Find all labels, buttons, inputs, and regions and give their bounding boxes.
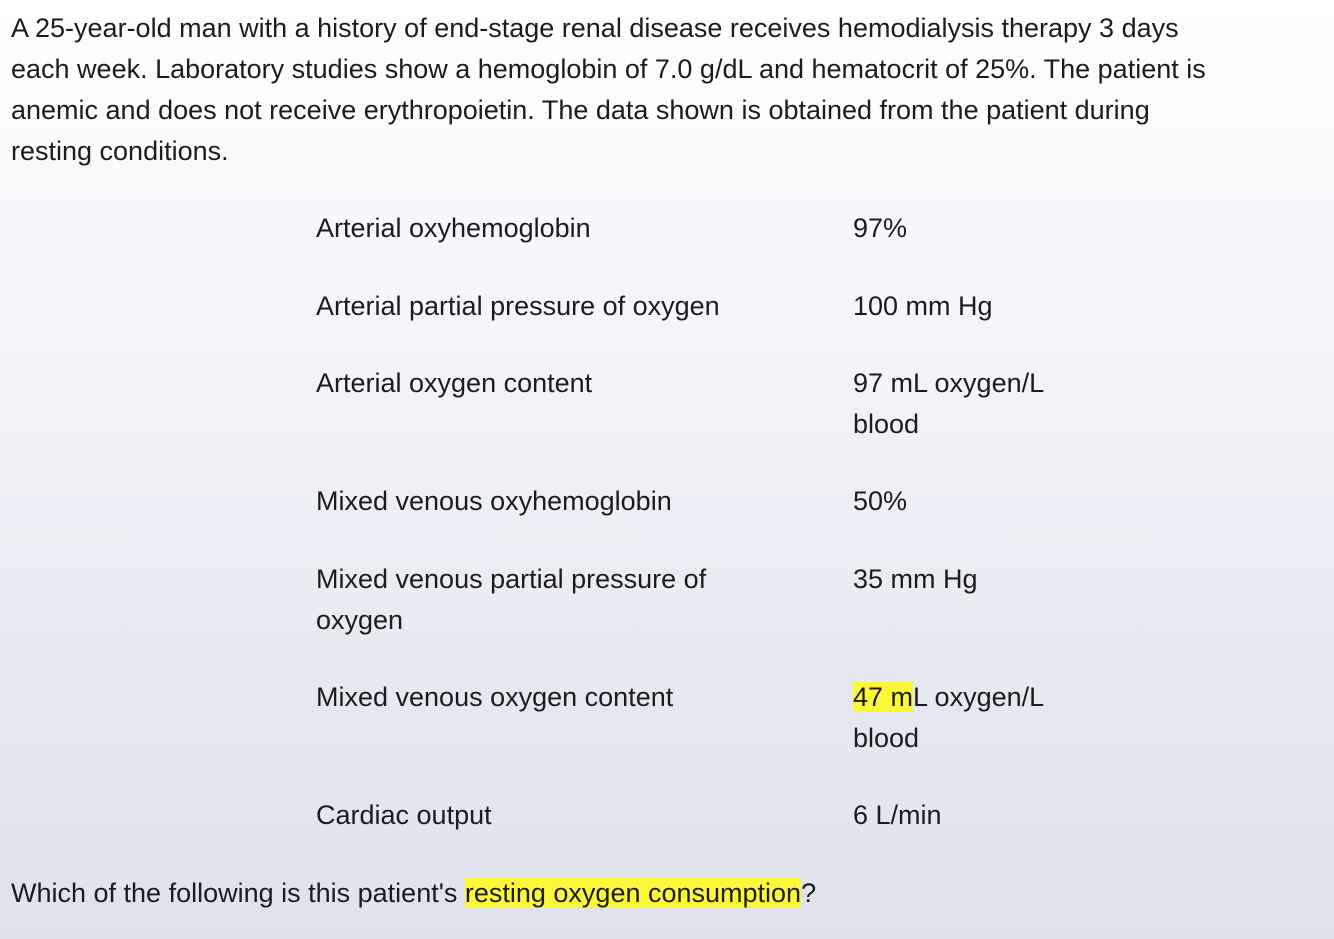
lab-name: Mixed venous partial pressure of oxygen [316,564,707,635]
question-mark: ? [801,878,817,908]
lab-value: 35 mm Hg [853,564,978,594]
lab-name: Arterial oxygen content [316,368,593,398]
lab-name: Cardiac output [316,800,492,830]
highlighted-text: 47 m [853,682,914,712]
lab-value: 100 mm Hg [853,291,993,321]
lab-value: 6 L/min [853,800,942,830]
question-text: Which of the following is this patient's [11,878,465,908]
lab-name: Mixed venous oxygen content [316,682,674,712]
lab-name: Arterial partial pressure of oxygen [316,291,720,321]
lab-value: 97% [853,213,908,243]
lab-value: 97 mL oxygen/L blood [853,368,1044,439]
question-prompt [11,873,816,914]
lab-value [853,677,1068,759]
question-stem: A 25-year-old man with a history of end-stage renal disease receives hemodialysis therapy 3 days each week. Laboratory studies show a hemoglobin of 7.0 g/dL and hematocrit of 25%. The patient is anemic and does not receive erythropoietin. The data shown is obtained from the patient during resting conditions. [11,13,1206,166]
lab-name: Mixed venous oxyhemoglobin [316,486,672,516]
lab-value: 50% [853,486,908,516]
highlighted-text: resting oxygen consumption [464,878,802,908]
lab-name: Arterial oxyhemoglobin [316,213,591,243]
lab-value-rest: L oxygen/L blood [853,682,1044,753]
